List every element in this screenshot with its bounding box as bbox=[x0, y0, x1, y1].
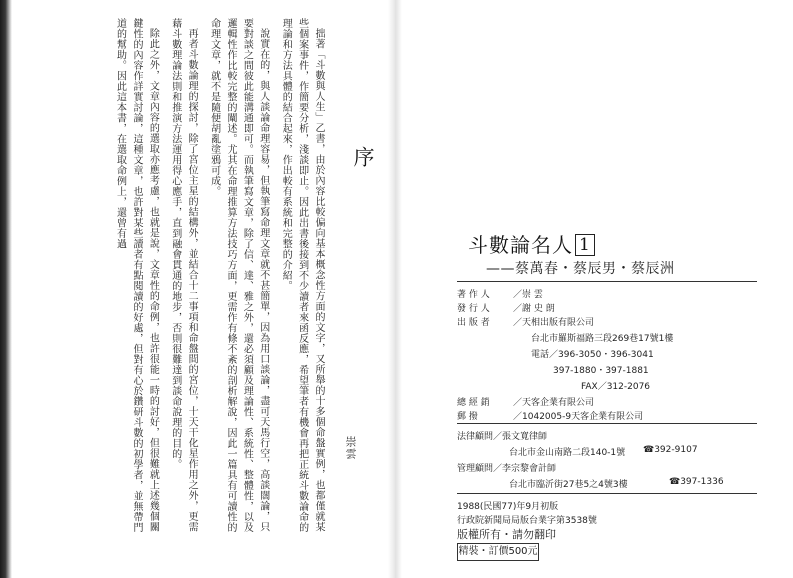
copyright-page bbox=[402, 0, 793, 578]
accountant-phone: ☎397-1336 bbox=[669, 477, 724, 487]
divider-top bbox=[457, 281, 757, 282]
publisher-value: 天相出版有限公司 bbox=[522, 318, 595, 328]
author-label: 著 作 人 bbox=[457, 290, 490, 300]
preface-body bbox=[90, 18, 326, 542]
accountant-value: 李宗黎會計師 bbox=[502, 464, 557, 474]
preface-paragraph-2: 說實在的，與人談論命理容易，但執筆寫命理文章就不甚簡單，因為用口談論，盡可天馬行空，高談闊論，只要對談之間彼此能溝通即可。而執筆寫文章，除了信、達、雅之外，還必須顧及理論性、系統性、整體性，以及邏輯性作比較完整的闡述。尤其在命理推算方法技巧方面，更需作有條不紊的剖析解說，因此一篇具有可讀性的命理文章，就不是隨便胡亂塗鴉可成。 bbox=[208, 18, 269, 533]
issuer-value: 謝 史 朗 bbox=[522, 304, 555, 314]
fax-label: FAX bbox=[581, 382, 598, 392]
preface-title: 序 bbox=[351, 146, 375, 167]
book-title bbox=[468, 229, 595, 258]
registration-line: 行政院新聞局局版台業字第3538號 bbox=[457, 516, 597, 526]
legal-phone: ☎392-9107 bbox=[643, 445, 698, 455]
publisher-label: 出 版 者 bbox=[457, 318, 490, 328]
fax-row: FAX／312-2076 bbox=[581, 382, 651, 392]
legal-row: 法律顧問／張文寬律師 bbox=[457, 432, 548, 442]
author-row: 著 作 人 ／崇 雲 bbox=[457, 287, 543, 300]
edition-line: 1988(民國77)年9月初版 bbox=[457, 502, 559, 512]
phone-numbers-1: 396-3050・396-3041 bbox=[558, 350, 654, 360]
phone-label: 電話 bbox=[531, 350, 550, 360]
distributor-row: 總 經 銷 ／天客企業有限公司 bbox=[457, 395, 594, 408]
author-value: 崇 雲 bbox=[522, 290, 543, 300]
legal-label: 法律顧問 bbox=[457, 432, 494, 442]
book-gutter bbox=[388, 0, 402, 578]
postal-value: 1042005-9天客企業有限公司 bbox=[522, 412, 644, 422]
volume-number: 1 bbox=[575, 234, 595, 256]
page-shadow-left bbox=[0, 0, 12, 578]
legal-address: 台北市金山南路二段140-1號 bbox=[509, 448, 626, 458]
postal-row: 郵 撥 ／1042005-9天客企業有限公司 bbox=[457, 409, 643, 422]
preface-paragraph-4: 除此之外，文章內容的選取亦應考慮，也就是說，文章性的命例，也許很能一時的討好，但很難就上述幾個關鍵性的內容作詳實討論，這種文章，也許對某些讀者有點閱讀的好處，但對有心於鑽研斗數的初學者，並無帶門道的幫助。因此這本書，在選取命例上，還曾有過 bbox=[114, 18, 159, 533]
divider-lower bbox=[457, 493, 757, 494]
phone-row: 電話／396-3050・396-3041 bbox=[531, 350, 654, 360]
publisher-row: 出 版 者 ／天相出版有限公司 bbox=[457, 315, 594, 328]
price-box: 精裝・訂價500元 bbox=[457, 543, 539, 561]
publisher-address: 台北市羅斯福路三段269巷17號1樓 bbox=[531, 334, 674, 344]
postal-label: 郵 撥 bbox=[457, 412, 478, 422]
fax-number: 312-2076 bbox=[606, 382, 651, 392]
issuer-row: 發 行 人 ／謝 史 朗 bbox=[457, 301, 555, 314]
preface-paragraph-1: 拙著「斗數與人生」乙書，由於內容比較偏向基本概念性方面的文字，又所舉的十多個命盤實例，也都僅就某些個案事件，作簡要分析，淺談即止。因此出書後接到不少讀者來函反應，希望筆者有機會再把正統斗數論命的理論和方法具體的結合起來，作出較有系統和完整的介紹。 bbox=[280, 18, 324, 533]
phone-numbers-2: 397-1880・397-1881 bbox=[553, 366, 649, 376]
authors-line: ——蔡萬春・蔡辰男・蔡辰洲 bbox=[486, 261, 675, 277]
preface-page bbox=[12, 0, 388, 578]
distributor-label: 總 經 銷 bbox=[457, 398, 490, 408]
book-title-text: 斗數論名人 bbox=[468, 233, 573, 257]
preface-author: 崇雲 bbox=[344, 436, 357, 460]
legal-value: 張文寬律師 bbox=[502, 432, 548, 442]
accountant-label: 管理顧問 bbox=[457, 464, 494, 474]
issuer-label: 發 行 人 bbox=[457, 304, 490, 314]
preface-paragraph-3: 再者斗數論理的探討，除了宮位主星的結構外，並結合十二事項和命盤間的宮位，十天干化星作用之外，更需藉斗數理論法則和推演方法運用得心應手，直到融會貫通的地步，否則很難達到談命說理的目的。 bbox=[169, 18, 198, 532]
distributor-value: 天客企業有限公司 bbox=[522, 398, 595, 408]
accountant-address: 台北市臨沂街27巷5之4號3樓 bbox=[509, 480, 628, 490]
rights-notice: 版權所有・請勿翻印 bbox=[457, 528, 556, 541]
divider-middle bbox=[457, 423, 757, 424]
accountant-row: 管理顧問／李宗黎會計師 bbox=[457, 464, 557, 474]
